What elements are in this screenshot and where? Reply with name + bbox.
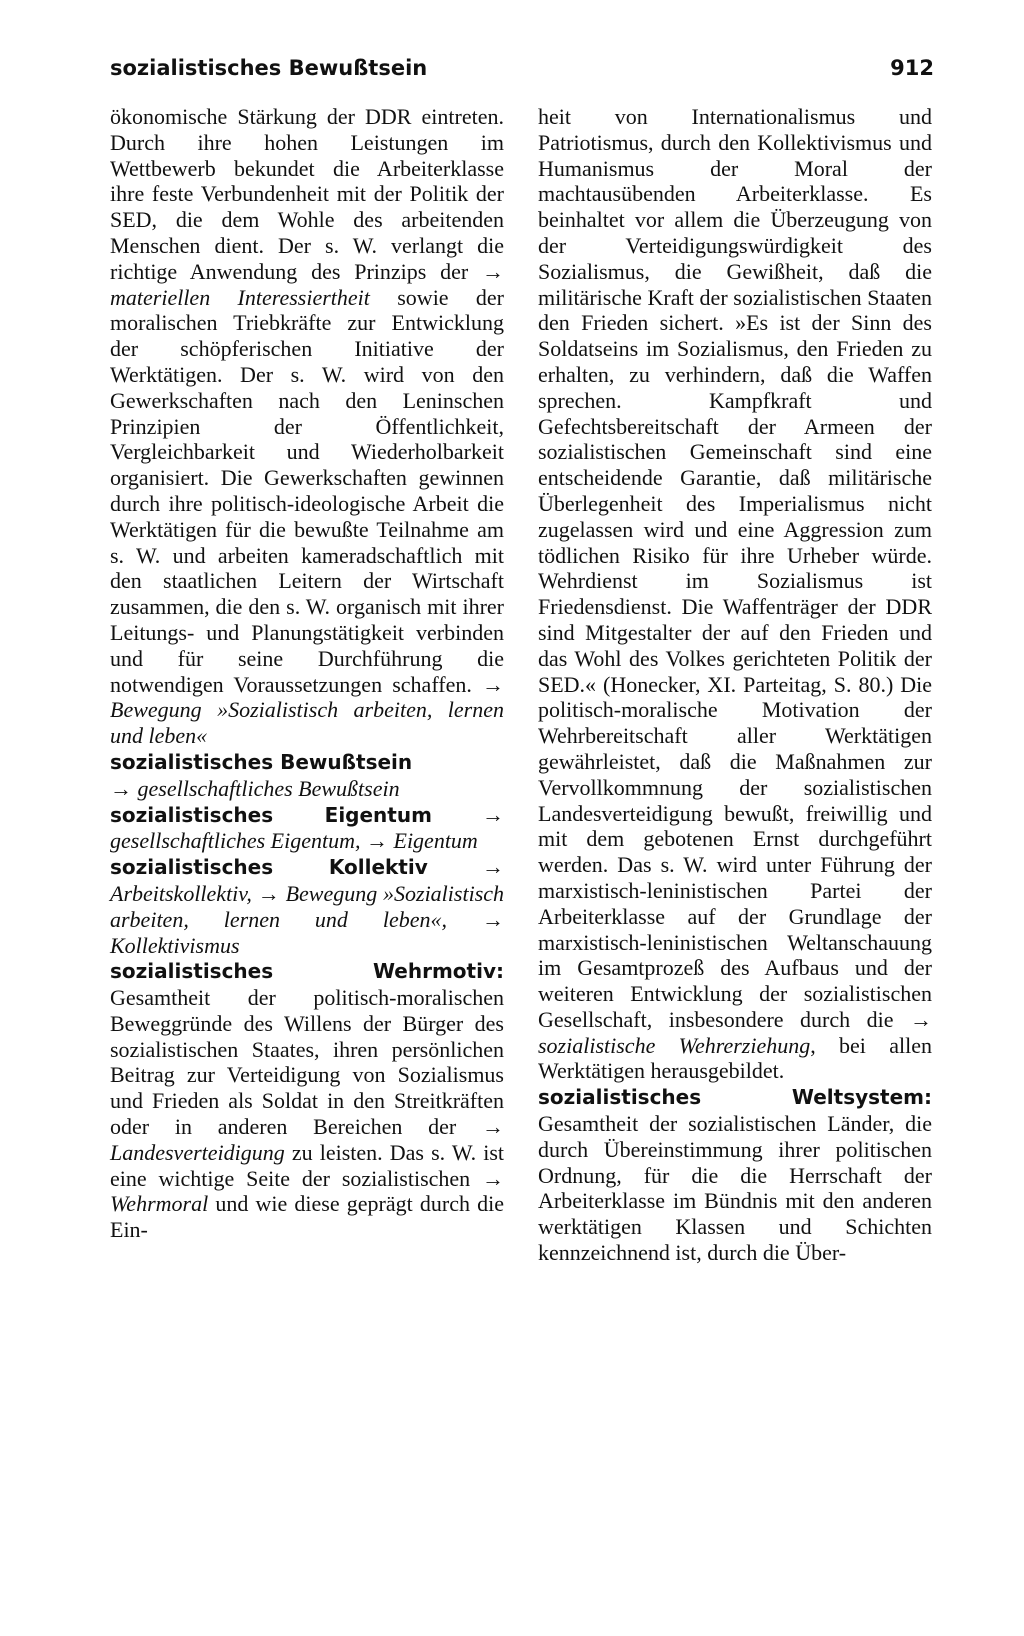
cross-reference: gesellschaftliches Eigentum, — [110, 828, 361, 854]
arrow-icon: → — [482, 1165, 504, 1191]
arrow-icon: → — [482, 671, 504, 697]
cross-reference: sozialistische Wehrerziehung — [538, 1032, 811, 1058]
right-column — [538, 104, 932, 1266]
cross-reference: materiellen Interessiertheit — [110, 284, 370, 310]
cross-reference: Bewegung »Sozialistisch arbeiten, lernen und leben«, — [110, 880, 505, 932]
cross-reference: Eigentum — [393, 828, 478, 854]
arrow-icon: → — [910, 1006, 932, 1032]
arrow-icon: → — [257, 880, 280, 906]
arrow-icon: → — [482, 1114, 504, 1140]
entry-headword: sozialistisches Eigentum — [110, 802, 432, 827]
arrow-icon: → — [482, 854, 505, 880]
cross-reference: Arbeitskollektiv, — [110, 880, 252, 906]
entry-bewusstsein — [110, 749, 504, 802]
entry-headword: sozialistisches Wehrmotiv: — [110, 959, 504, 984]
running-head: sozialistisches Bewußtsein — [110, 56, 428, 80]
entry-eigentum — [110, 802, 504, 855]
entry-headword: sozialistisches Weltsystem: — [538, 1085, 932, 1110]
paragraph-wehrmotiv-continued: heit von Internationalismus und Patriotismus, durch den Kollektivismus und Humanismus der Moral der machtausübenden Arbeiterklasse. Es beinhaltet vor allem die Überzeugung von der Verteidigungswürdigkeit des Sozialismus, die Gewißheit, daß die militärische Kraft der sozialistischen Staaten den Frieden sichert. »Es ist der Sinn des Soldatseins im Sozialismus, den Frieden zu erhalten, zu verhindern, daß die Waffen sprechen. Kampfkraft und Gefechtsbereitschaft der Armeen der sozialistischen Gemeinschaft sind eine entscheidende Garantie, daß militärische Überlegenheit des Imperialismus nicht zugelassen wird und eine Aggression zum tödlichen Risiko für ihre Urheber würde. Wehrdienst im Sozialismus ist Friedensdienst. Die Waffenträger der DDR sind Mitgestalter der auf den Frieden und das Wohl des Volkes gerichteten Politik der SED.« (Honecker, XI. Parteitag, S. 80.) Die politisch-moralische Motivation der Wehrbereitschaft aller Werktätigen gewährleistet, daß die Maßnahmen zur Vervollkommnung der sozialistischen Landesverteidigung bewußt, freiwillig und mit dem gebotenen Ernst durchgeführt werden. Das s. W. wird unter Führung der marxistisch-leninistischen Partei der Arbeiterklasse auf der Grundlage der marxistisch-leninistischen Weltanschauung im Gesamtprozeß des Aufbaus und der weiteren Entwicklung der sozialistischen Gesellschaft, insbesondere durch die → sozialistische Wehrerziehung, bei allen Werktätigen herausgebildet. — [538, 104, 932, 1084]
paragraph-continuation: ökonomische Stärkung der DDR eintreten. Durch ihre hohen Leistungen im Wettbewerb bekundet die Arbeiterklasse ihre feste Verbundenheit mit der Politik der SED, die dem Wohle des arbeitenden Menschen dient. Der s. W. verlangt die richtige Anwendung des Prinzips der → materiellen Interessiertheit sowie der moralischen Triebkräfte zur Entwicklung der schöpferischen Initiative der Werktätigen. Der s. W. wird von den Gewerkschaften nach den Leninschen Prinzipien der Öffentlichkeit, Vergleichbarkeit und Wiederholbarkeit organisiert. Die Gewerkschaften gewinnen durch ihre politisch-ideologische Arbeit die Werktätigen für die bewußte Teilnahme am s. W. und arbeiten kameradschaftlich mit den staatlichen Leitern der Wirtschaft zusammen, die den s. W. organisch mit ihrer Leitungs- und Planungstätigkeit verbinden und für seine Durchführung die notwendigen Voraussetzungen schaffen. → Bewegung »Sozialistisch arbeiten, lernen und leben« — [110, 104, 504, 749]
cross-reference: gesellschaftliches Bewußtsein — [137, 775, 400, 801]
entry-headword: sozialistisches Bewußtsein — [110, 749, 413, 774]
entry-weltsystem: sozialistisches Weltsystem: Gesamtheit der sozialistischen Länder, die durch Übereinstimmung ihrer politischen Ordnung, für die die Herrschaft der Arbeiterklasse im Bündnis mit den anderen werktätigen Klassen und Schichten kennzeichnend ist, durch die Über- — [538, 1085, 932, 1266]
page-number: 912 — [890, 56, 934, 80]
arrow-icon: → — [482, 906, 504, 932]
cross-reference: Wehrmoral — [110, 1191, 209, 1217]
cross-reference: Kollektivismus — [110, 932, 240, 958]
entry-wehrmotiv: sozialistisches Wehrmotiv: Gesamtheit der politisch-moralischen Beweggründe des Willens der Bürger des sozialistischen Staates, ihren persönlichen Beitrag zur Verteidigung von Sozialismus und Frieden als Soldat in den Streitkräften oder in anderen Bereichen der → Landesverteidigung zu leisten. Das s. W. ist eine wichtige Seite der sozialistischen → Wehrmoral und wie diese geprägt durch die Ein- — [110, 959, 504, 1243]
arrow-icon: → — [482, 801, 504, 827]
page-header — [110, 56, 934, 90]
entry-kollektiv — [110, 854, 504, 958]
cross-reference: Bewegung »Sozialistisch arbeiten, lernen und leben« — [110, 697, 504, 749]
arrow-icon: → — [482, 258, 504, 284]
cross-reference: Landesverteidigung — [110, 1139, 285, 1165]
left-column — [110, 104, 504, 1243]
arrow-icon: → — [110, 775, 132, 801]
entry-headword: sozialistisches Kollektiv — [110, 855, 428, 880]
arrow-icon: → — [366, 828, 388, 854]
